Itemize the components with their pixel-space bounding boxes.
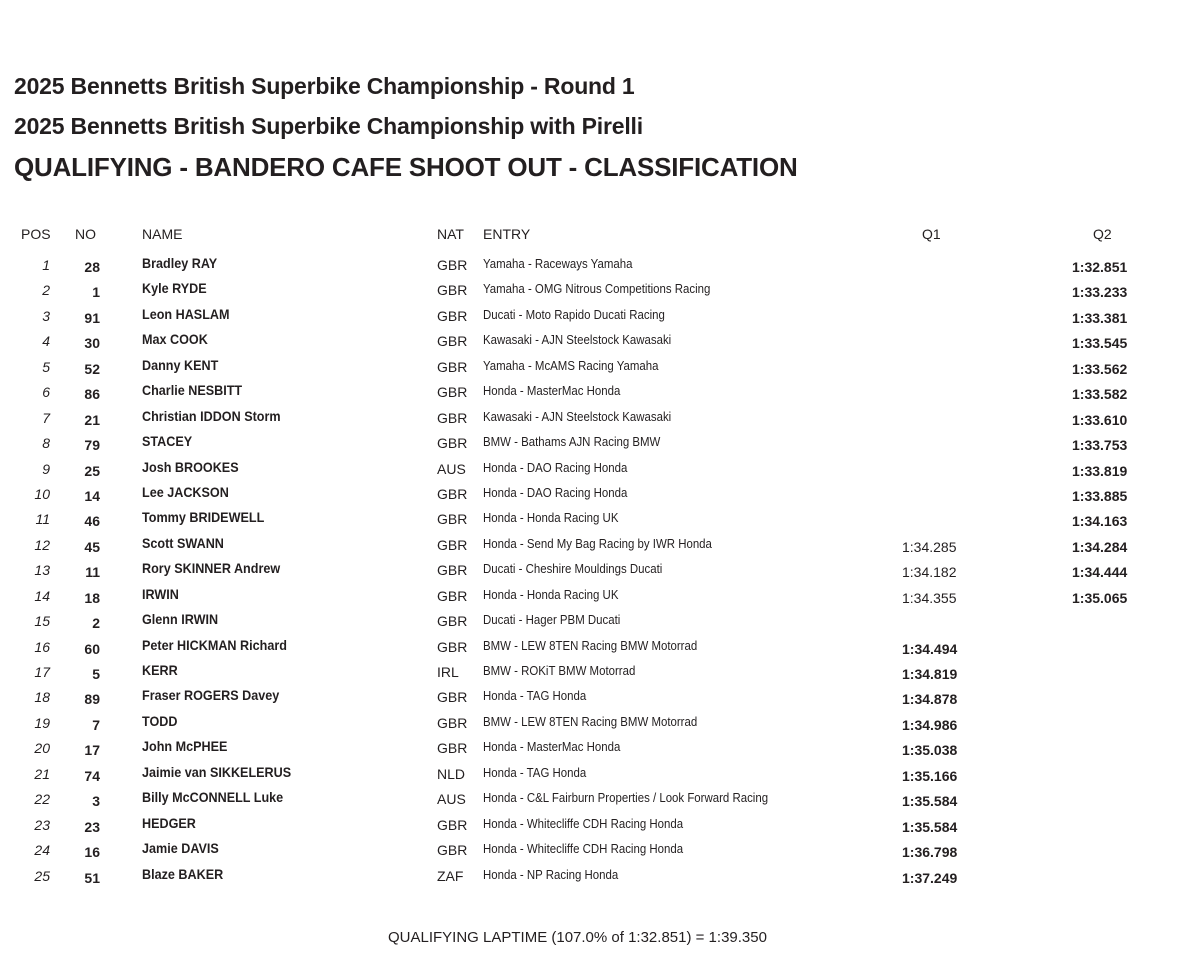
column-header-q2: Q2 xyxy=(1093,226,1112,242)
number-cell: 23 xyxy=(84,818,100,835)
q1-time-cell: 1:35.038 xyxy=(902,742,958,759)
number-cell: 1 xyxy=(92,284,100,301)
nationality-cell: GBR xyxy=(437,562,468,579)
nationality-cell: GBR xyxy=(437,409,468,426)
rider-name-cell: Kyle RYDE xyxy=(142,280,207,297)
nationality-cell: AUS xyxy=(437,791,466,808)
nationality-cell: NLD xyxy=(437,765,466,782)
q2-time-cell: 1:33.885 xyxy=(1072,487,1128,504)
nationality-cell: GBR xyxy=(437,282,468,299)
table-row xyxy=(0,586,1200,611)
number-cell: 14 xyxy=(84,487,100,504)
nationality-cell: GBR xyxy=(437,307,468,324)
column-header-nat: NAT xyxy=(437,226,464,242)
nationality-cell: GBR xyxy=(437,587,468,604)
rider-name-cell: STACEY xyxy=(142,433,193,450)
document-title-round: 2025 Bennetts British Superbike Championship - Round 1 xyxy=(14,73,635,99)
rider-name-cell: Danny KENT xyxy=(142,356,219,373)
q1-time-cell: 1:35.166 xyxy=(902,767,958,784)
q2-time-cell: 1:33.545 xyxy=(1072,335,1128,352)
number-cell: 2 xyxy=(92,615,100,632)
rider-name-cell: Charlie NESBITT xyxy=(142,382,243,399)
table-row xyxy=(0,484,1200,509)
position-cell: 14 xyxy=(34,587,50,604)
nationality-cell: GBR xyxy=(437,384,468,401)
entry-cell: Yamaha - Raceways Yamaha xyxy=(483,256,633,271)
q2-time-cell: 1:34.444 xyxy=(1072,564,1128,581)
table-row xyxy=(0,866,1200,891)
nationality-cell: AUS xyxy=(437,460,466,477)
q1-time-cell: 1:35.584 xyxy=(902,793,958,810)
number-cell: 52 xyxy=(84,360,100,377)
q2-time-cell: 1:33.610 xyxy=(1072,411,1128,428)
number-cell: 30 xyxy=(84,335,100,352)
entry-cell: Kawasaki - AJN Steelstock Kawasaki xyxy=(483,332,672,348)
number-cell: 21 xyxy=(84,411,100,428)
nationality-cell: GBR xyxy=(437,435,468,452)
entry-cell: BMW - Bathams AJN Racing BMW xyxy=(483,434,661,450)
rider-name-cell: Billy McCONNELL Luke xyxy=(142,789,284,806)
number-cell: 5 xyxy=(92,666,100,682)
entry-cell: Ducati - Moto Rapido Ducati Racing xyxy=(483,306,665,322)
rider-name-cell: Peter HICKMAN Richard xyxy=(142,636,287,653)
number-cell: 89 xyxy=(84,691,100,708)
position-cell: 25 xyxy=(34,867,50,884)
entry-cell: Honda - Send My Bag Racing by IWR Honda xyxy=(483,535,712,551)
nationality-cell: GBR xyxy=(437,333,468,350)
table-row xyxy=(0,280,1200,305)
number-cell: 60 xyxy=(84,640,100,657)
position-cell: 6 xyxy=(42,384,50,401)
number-cell: 17 xyxy=(84,742,100,759)
table-row xyxy=(0,433,1200,458)
number-cell: 16 xyxy=(84,844,100,861)
rider-name-cell: Blaze BAKER xyxy=(142,865,224,882)
number-cell: 25 xyxy=(84,462,100,479)
position-cell: 18 xyxy=(34,689,50,706)
nationality-cell: GBR xyxy=(437,358,468,375)
document-title-championship: 2025 Bennetts British Superbike Championship with Pirelli xyxy=(14,113,643,139)
entry-cell: Honda - Honda Racing UK xyxy=(483,510,619,526)
table-row xyxy=(0,535,1200,560)
rider-name-cell: Jamie DAVIS xyxy=(142,840,219,857)
position-cell: 7 xyxy=(42,409,50,426)
entry-cell: Honda - TAG Honda xyxy=(483,688,587,704)
entry-cell: Ducati - Hager PBM Ducati xyxy=(483,612,621,628)
entry-cell: Yamaha - OMG Nitrous Competitions Racing xyxy=(483,281,711,297)
rider-name-cell: IRWIN xyxy=(142,585,179,602)
table-row xyxy=(0,840,1200,865)
position-cell: 23 xyxy=(34,816,50,833)
q2-time-cell: 1:33.753 xyxy=(1072,437,1128,454)
position-cell: 16 xyxy=(34,638,50,655)
position-cell: 13 xyxy=(34,562,50,579)
entry-cell: Honda - Honda Racing UK xyxy=(483,586,619,602)
q2-time-cell: 1:33.582 xyxy=(1072,386,1128,403)
q2-time-cell: 1:33.819 xyxy=(1072,462,1128,479)
number-cell: 3 xyxy=(92,793,100,810)
rider-name-cell: Bradley RAY xyxy=(142,255,218,271)
position-cell: 1 xyxy=(42,257,50,273)
rider-name-cell: Glenn IRWIN xyxy=(142,611,219,628)
table-row xyxy=(0,713,1200,738)
number-cell: 79 xyxy=(84,437,100,454)
position-cell: 19 xyxy=(34,714,50,731)
q1-time-cell: 1:35.584 xyxy=(902,818,958,835)
table-row xyxy=(0,509,1200,534)
rider-name-cell: John McPHEE xyxy=(142,738,228,755)
number-cell: 45 xyxy=(84,538,100,555)
rider-name-cell: Rory SKINNER Andrew xyxy=(142,560,281,577)
entry-cell: BMW - LEW 8TEN Racing BMW Motorrad xyxy=(483,713,698,729)
nationality-cell: ZAF xyxy=(437,867,464,884)
q1-time-cell: 1:34.285 xyxy=(902,538,957,555)
nationality-cell: GBR xyxy=(437,714,468,731)
number-cell: 74 xyxy=(84,767,100,784)
position-cell: 20 xyxy=(34,740,50,757)
table-row xyxy=(0,306,1200,331)
nationality-cell: GBR xyxy=(437,689,468,706)
rider-name-cell: Jaimie van SIKKELERUS xyxy=(142,763,292,780)
table-row xyxy=(0,255,1200,280)
position-cell: 17 xyxy=(34,664,50,680)
nationality-cell: GBR xyxy=(437,638,468,655)
number-cell: 86 xyxy=(84,386,100,403)
column-header-name: NAME xyxy=(142,226,183,242)
rider-name-cell: Max COOK xyxy=(142,331,208,348)
position-cell: 12 xyxy=(34,536,50,553)
number-cell: 11 xyxy=(85,564,100,581)
number-cell: 7 xyxy=(92,716,100,733)
entry-cell: Honda - DAO Racing Honda xyxy=(483,459,628,475)
table-row xyxy=(0,815,1200,840)
rider-name-cell: TODD xyxy=(142,712,178,729)
classification-table-body xyxy=(0,255,1200,891)
rider-name-cell: Lee JACKSON xyxy=(142,483,229,500)
table-row xyxy=(0,764,1200,789)
position-cell: 21 xyxy=(34,765,50,782)
rider-name-cell: Scott SWANN xyxy=(142,534,224,551)
entry-cell: BMW - ROKiT BMW Motorrad xyxy=(483,663,636,678)
q1-time-cell: 1:34.986 xyxy=(902,716,958,733)
table-row xyxy=(0,331,1200,356)
column-header-pos: POS xyxy=(21,226,51,242)
q2-time-cell: 1:33.233 xyxy=(1072,284,1128,301)
entry-cell: Honda - DAO Racing Honda xyxy=(483,484,628,500)
q1-time-cell: 1:34.819 xyxy=(902,666,958,682)
rider-name-cell: Fraser ROGERS Davey xyxy=(142,687,280,704)
document-title-session: QUALIFYING - BANDERO CAFE SHOOT OUT - CLASSIFICATION xyxy=(14,152,798,182)
entry-cell: Honda - C&L Fairburn Properties / Look Forward Racing xyxy=(483,790,769,806)
position-cell: 3 xyxy=(42,307,50,324)
entry-cell: Honda - Whitecliffe CDH Racing Honda xyxy=(483,841,684,857)
number-cell: 28 xyxy=(84,259,100,275)
qualifying-laptime-note: QUALIFYING LAPTIME (107.0% of 1:32.851) = 1:39.350 xyxy=(388,929,767,946)
column-header-no: NO xyxy=(75,226,96,242)
q2-time-cell: 1:33.562 xyxy=(1072,360,1128,377)
entry-cell: Ducati - Cheshire Mouldings Ducati xyxy=(483,561,663,577)
number-cell: 46 xyxy=(84,513,100,530)
position-cell: 4 xyxy=(42,333,50,350)
position-cell: 5 xyxy=(42,358,50,375)
number-cell: 91 xyxy=(84,309,100,326)
rider-name-cell: Tommy BRIDEWELL xyxy=(142,509,265,526)
table-row xyxy=(0,408,1200,433)
position-cell: 15 xyxy=(34,613,50,630)
column-header-q1: Q1 xyxy=(922,226,941,242)
position-cell: 11 xyxy=(35,511,50,528)
nationality-cell: GBR xyxy=(437,842,468,859)
nationality-cell: GBR xyxy=(437,740,468,757)
q2-time-cell: 1:33.381 xyxy=(1072,309,1128,326)
q1-time-cell: 1:34.878 xyxy=(902,691,958,708)
rider-name-cell: Josh BROOKES xyxy=(142,458,239,475)
table-row xyxy=(0,738,1200,763)
table-row xyxy=(0,662,1200,687)
nationality-cell: GBR xyxy=(437,816,468,833)
q1-time-cell: 1:34.494 xyxy=(902,640,958,657)
entry-cell: Kawasaki - AJN Steelstock Kawasaki xyxy=(483,408,672,424)
q2-time-cell: 1:35.065 xyxy=(1072,589,1128,606)
entry-cell: Honda - MasterMac Honda xyxy=(483,739,621,755)
q1-time-cell: 1:34.182 xyxy=(902,564,957,581)
table-row xyxy=(0,611,1200,636)
position-cell: 9 xyxy=(42,460,50,477)
nationality-cell: GBR xyxy=(437,536,468,553)
rider-name-cell: HEDGER xyxy=(142,814,196,831)
position-cell: 8 xyxy=(42,435,50,452)
q1-time-cell: 1:34.355 xyxy=(902,589,957,606)
number-cell: 51 xyxy=(84,869,100,886)
entry-cell: BMW - LEW 8TEN Racing BMW Motorrad xyxy=(483,637,698,653)
number-cell: 18 xyxy=(84,589,100,606)
entry-cell: Honda - Whitecliffe CDH Racing Honda xyxy=(483,815,684,831)
nationality-cell: GBR xyxy=(437,257,468,273)
table-row xyxy=(0,560,1200,585)
entry-cell: Honda - MasterMac Honda xyxy=(483,383,621,399)
q2-time-cell: 1:32.851 xyxy=(1072,259,1128,275)
nationality-cell: GBR xyxy=(437,511,468,528)
rider-name-cell: KERR xyxy=(142,662,178,678)
rider-name-cell: Leon HASLAM xyxy=(142,305,230,322)
table-row xyxy=(0,357,1200,382)
position-cell: 22 xyxy=(34,791,50,808)
entry-cell: Honda - NP Racing Honda xyxy=(483,866,619,882)
nationality-cell: IRL xyxy=(437,664,459,680)
position-cell: 10 xyxy=(34,485,50,502)
q1-time-cell: 1:36.798 xyxy=(902,844,958,861)
nationality-cell: GBR xyxy=(437,613,468,630)
nationality-cell: GBR xyxy=(437,485,468,502)
q1-time-cell: 1:37.249 xyxy=(902,869,958,886)
table-row xyxy=(0,789,1200,814)
entry-cell: Yamaha - McAMS Racing Yamaha xyxy=(483,357,659,373)
q2-time-cell: 1:34.163 xyxy=(1072,513,1128,530)
position-cell: 24 xyxy=(34,842,50,859)
table-row xyxy=(0,637,1200,662)
entry-cell: Honda - TAG Honda xyxy=(483,764,587,780)
column-header-entry: ENTRY xyxy=(483,226,531,242)
table-row xyxy=(0,382,1200,407)
position-cell: 2 xyxy=(42,282,50,299)
rider-name-cell: Christian IDDON Storm xyxy=(142,407,281,424)
table-row xyxy=(0,459,1200,484)
q2-time-cell: 1:34.284 xyxy=(1072,538,1128,555)
table-row xyxy=(0,687,1200,712)
